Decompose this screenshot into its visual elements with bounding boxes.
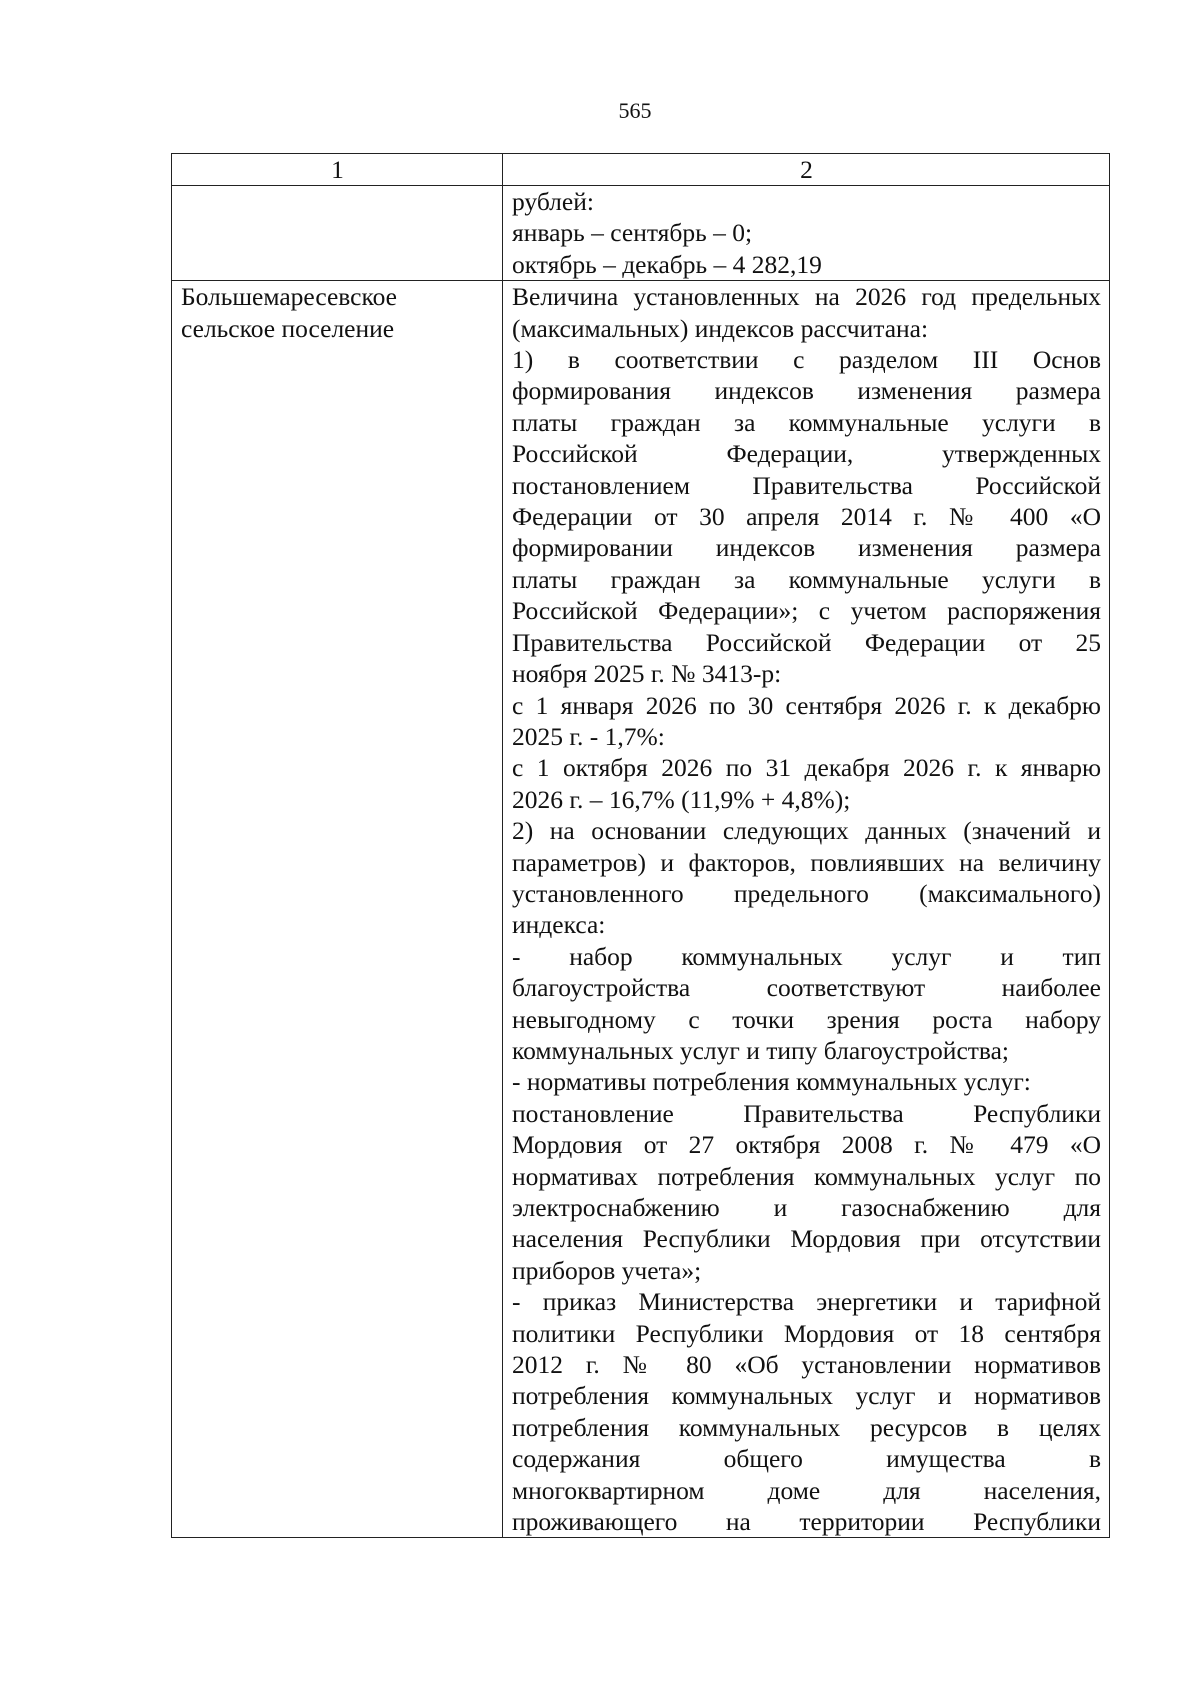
data-table	[171, 153, 1110, 1538]
text-line: 2026 г. – 16,7% (11,9% + 4,8%);	[512, 784, 851, 814]
text-line: - приказ Министерства энергетики и тарифной	[512, 1287, 1101, 1317]
page-number: 565	[618, 98, 652, 123]
table-row	[172, 281, 1110, 1538]
text-line: формировании индексов изменения размера	[512, 533, 1101, 563]
text-line: невыгодному с точки зрения роста набору	[512, 1004, 1101, 1034]
text-line: 2025 г. - 1,7%:	[512, 721, 665, 751]
table-row	[172, 186, 1110, 281]
text-line: с 1 января 2026 по 30 сентября 2026 г. к декабрю	[512, 690, 1101, 720]
text-line: приборов учета»;	[512, 1255, 702, 1285]
text-line: Величина установленных на 2026 год предельных	[512, 282, 1101, 312]
text-line: коммунальных услуг и типу благоустройства;	[512, 1035, 1010, 1065]
column-header-2: 2	[503, 154, 1110, 186]
text-line: - набор коммунальных услуг и тип	[512, 941, 1101, 971]
text-line: ноября 2025 г. № 3413-р:	[512, 659, 782, 689]
table-header-row	[172, 154, 1110, 186]
text-line: параметров) и факторов, повлиявших на величину	[512, 847, 1101, 877]
text-line: постановлением Правительства Российской	[512, 470, 1101, 500]
text-line: Федерации от 30 апреля 2014 г. № 400 «О	[512, 502, 1101, 532]
text-line: проживающего на территории Республики	[512, 1507, 1101, 1537]
text-line: установленного предельного (максимального)	[512, 878, 1101, 908]
text-line: индекса:	[512, 910, 606, 940]
text-line: 1) в соответствии с разделом III Основ	[512, 345, 1101, 375]
text-line: политики Республики Мордовия от 18 сентября	[512, 1318, 1101, 1348]
text-line: январь – сентябрь – 0;	[512, 218, 753, 248]
text-line: платы граждан за коммунальные услуги в	[512, 564, 1101, 594]
row2-col1-settlement	[172, 281, 503, 1538]
text-line: Правительства Российской Федерации от 25	[512, 627, 1101, 657]
text-line: электроснабжению и газоснабжению для	[512, 1193, 1101, 1222]
text-line: платы граждан за коммунальные услуги в	[512, 407, 1101, 437]
text-line: постановление Правительства Республики	[512, 1098, 1101, 1128]
text-line: нормативах потребления коммунальных услуг по	[512, 1161, 1101, 1191]
text-line: Российской Федерации»; с учетом распоряжения	[512, 596, 1101, 626]
text-line: многоквартирном доме для населения,	[512, 1475, 1101, 1505]
text-line: (максимальных) индексов рассчитана:	[512, 313, 929, 343]
text-line: октябрь – декабрь – 4 282,19	[512, 249, 822, 279]
text-line: формирования индексов изменения размера	[512, 376, 1101, 406]
text-line: - нормативы потребления коммунальных услуг:	[512, 1067, 1031, 1097]
text-line: благоустройства соответствуют наиболее	[512, 973, 1101, 1003]
row2-col2-description	[503, 281, 1110, 1538]
column-header-1: 1	[172, 154, 503, 186]
settlement-name-line: Большемаресевское	[181, 282, 397, 312]
text-line: населения Республики Мордовия при отсутствии	[512, 1224, 1101, 1254]
row1-col1	[172, 186, 503, 281]
row1-col2	[503, 186, 1110, 281]
text-line: рублей:	[512, 187, 594, 216]
text-line: Российской Федерации, утвержденных	[512, 439, 1101, 469]
text-line: с 1 октября 2026 по 31 декабря 2026 г. к январю	[512, 753, 1101, 783]
text-line: потребления коммунальных услуг и нормативов	[512, 1381, 1101, 1411]
text-line: 2) на основании следующих данных (значений и	[512, 816, 1101, 846]
text-line: 2012 г. № 80 «Об установлении нормативов	[512, 1350, 1101, 1380]
text-line: потребления коммунальных ресурсов в целях	[512, 1412, 1101, 1442]
text-line: содержания общего имущества в	[512, 1444, 1101, 1474]
text-line: Мордовия от 27 октября 2008 г. № 479 «О	[512, 1130, 1101, 1160]
settlement-name-line: сельское поселение	[181, 313, 395, 343]
